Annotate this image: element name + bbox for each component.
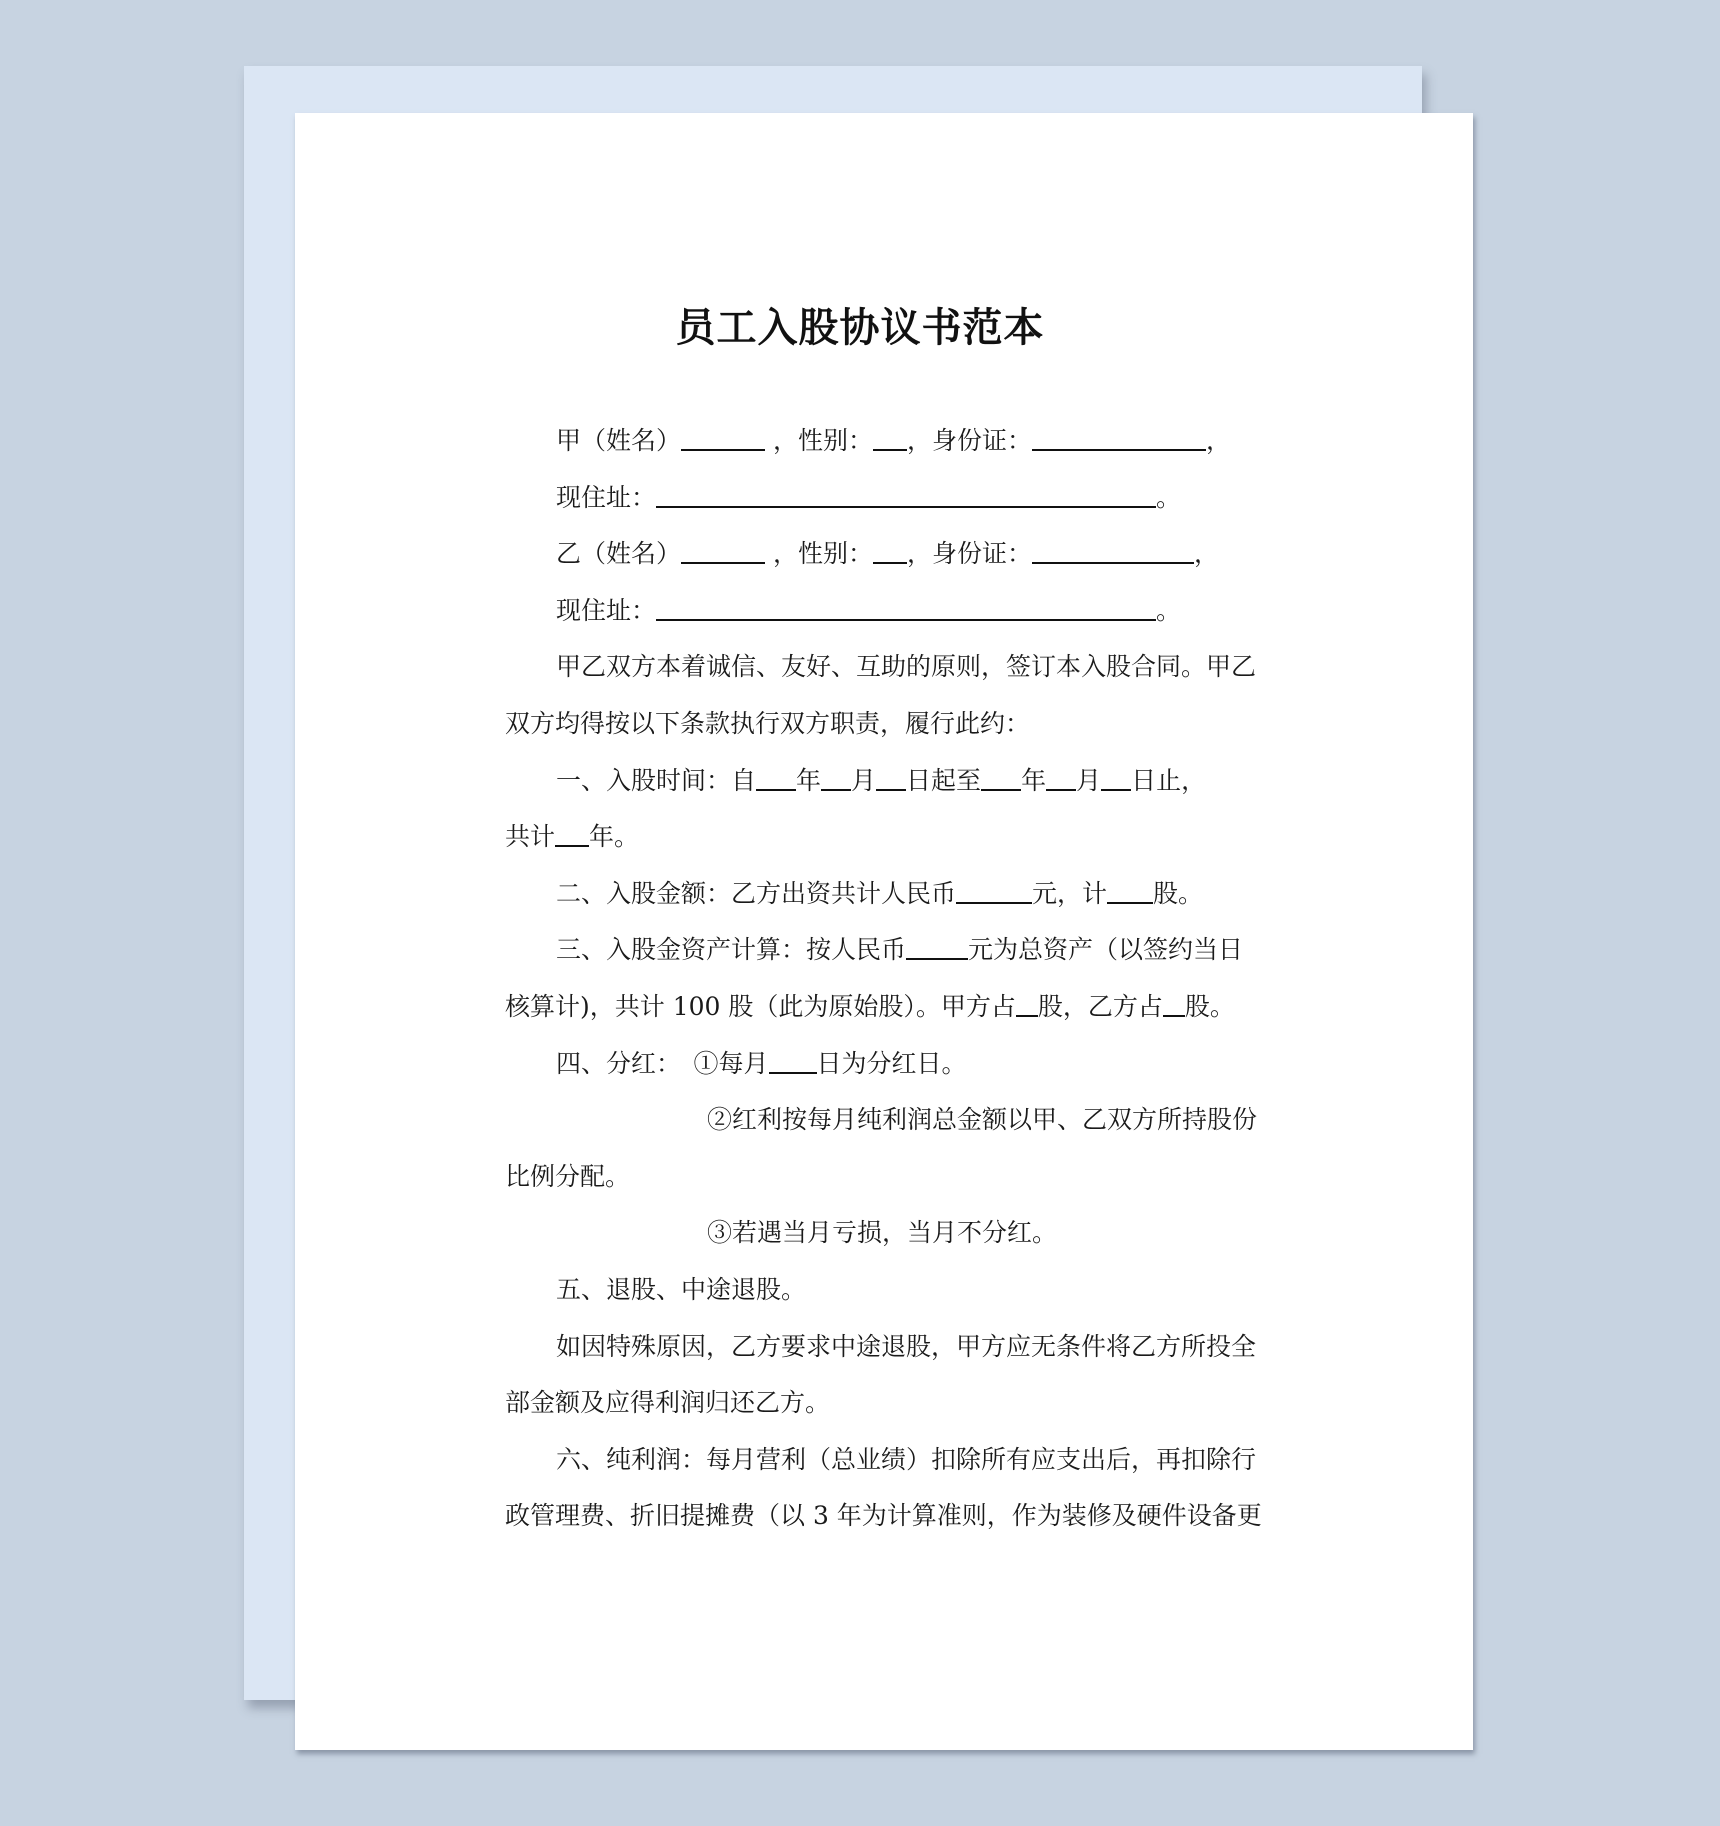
- blank-field[interactable]: [876, 767, 906, 791]
- blank-field[interactable]: [873, 540, 907, 564]
- document-body: [505, 413, 1265, 1545]
- text-segment: 六、纯利润：每月营利（总业绩）扣除所有应支出后，再扣除行: [556, 1444, 1257, 1474]
- document-title: 员工入股协议书范本: [675, 305, 1045, 351]
- text-line-clause-3a: [505, 922, 1265, 979]
- text-segment: 部金额及应得利润归还乙方。: [505, 1388, 831, 1418]
- text-segment: 现住址：: [556, 482, 657, 512]
- text-line-clause-1b: [505, 809, 1265, 866]
- text-segment: 四、分红： ①每月: [556, 1048, 769, 1078]
- text-segment: ，性别：: [765, 539, 873, 569]
- text-line-party-a-1: [505, 413, 1265, 470]
- text-segment: 比例分配。: [505, 1161, 631, 1191]
- text-line-clause-4c: [505, 1149, 1265, 1206]
- blank-field[interactable]: [1163, 993, 1185, 1017]
- blank-field[interactable]: [981, 767, 1021, 791]
- text-segment: 日为分红日。: [816, 1048, 967, 1078]
- text-line-preamble-1: [505, 639, 1265, 696]
- blank-field[interactable]: [873, 427, 907, 451]
- blank-field[interactable]: [681, 427, 765, 451]
- blank-field[interactable]: [906, 936, 968, 960]
- text-line-party-b-1: [505, 526, 1265, 583]
- blank-field[interactable]: [555, 823, 589, 847]
- text-line-clause-4a: [505, 1036, 1265, 1093]
- blank-field[interactable]: [656, 597, 1156, 621]
- blank-field[interactable]: [821, 767, 851, 791]
- text-segment: ，: [1193, 539, 1219, 569]
- text-segment: 年。: [589, 822, 640, 852]
- text-segment: 股。: [1184, 991, 1235, 1021]
- text-segment: 股。: [1153, 878, 1204, 908]
- text-segment: 年: [1021, 765, 1047, 795]
- text-segment: 乙（姓名）: [556, 539, 682, 569]
- blank-field[interactable]: [1046, 767, 1076, 791]
- blank-field[interactable]: [1101, 767, 1131, 791]
- text-segment: 元为总资产（以签约当日: [968, 935, 1244, 965]
- text-segment: ，身份证：: [906, 539, 1032, 569]
- text-segment: 甲乙双方本着诚信、友好、互助的原则，签订本入股合同。甲乙: [556, 652, 1257, 682]
- text-segment: 月: [1076, 765, 1102, 795]
- text-line-clause-1a: [505, 753, 1265, 810]
- blank-field[interactable]: [769, 1050, 817, 1074]
- blank-field[interactable]: [756, 767, 796, 791]
- text-line-clause-5b: [505, 1375, 1265, 1432]
- text-line-clause-4d: [505, 1205, 1265, 1262]
- text-segment: 年: [796, 765, 822, 795]
- text-segment: 月: [851, 765, 877, 795]
- text-segment: ，: [1205, 426, 1231, 455]
- blank-field[interactable]: [1016, 993, 1038, 1017]
- text-line-party-a-2: [505, 470, 1265, 527]
- text-segment: 一、入股时间：自: [556, 765, 757, 795]
- text-line-party-b-2: [505, 583, 1265, 640]
- text-segment: ②红利按每月纯利润总金额以甲、乙双方所持股份: [707, 1105, 1258, 1135]
- text-segment: 五、退股、中途退股。: [556, 1274, 807, 1304]
- text-line-clause-6a: [505, 1432, 1265, 1489]
- blank-field[interactable]: [1032, 427, 1206, 451]
- text-segment: 元，计: [1032, 878, 1108, 908]
- blank-field[interactable]: [956, 880, 1032, 904]
- text-segment: 三、入股金资产计算：按人民币: [556, 935, 907, 965]
- text-line-clause-5a: [505, 1319, 1265, 1376]
- text-segment: 核算计)，共计 100 股（此为原始股）。甲方占: [505, 991, 1016, 1021]
- text-segment: ③若遇当月亏损，当月不分红。: [707, 1218, 1058, 1248]
- text-segment: ，性别：: [765, 426, 873, 455]
- blank-field[interactable]: [1032, 540, 1194, 564]
- text-line-clause-2: [505, 866, 1265, 923]
- text-line-clause-4b: [505, 1092, 1265, 1149]
- blank-field[interactable]: [1107, 880, 1153, 904]
- text-segment: 日起至: [906, 765, 982, 795]
- text-segment: 。: [1156, 595, 1182, 625]
- text-segment: 政管理费、折旧提摊费（以 3 年为计算准则，作为装修及硬件设备更: [505, 1501, 1262, 1531]
- text-segment: 。: [1156, 482, 1182, 512]
- text-segment: 二、入股金额：乙方出资共计人民币: [556, 878, 957, 908]
- text-line-preamble-2: [505, 696, 1265, 753]
- text-segment: 日止，: [1131, 765, 1207, 795]
- text-segment: ，身份证：: [906, 426, 1032, 455]
- text-segment: 如因特殊原因，乙方要求中途退股，甲方应无条件将乙方所投全: [556, 1331, 1257, 1361]
- text-segment: 共计: [505, 822, 556, 852]
- text-segment: 现住址：: [556, 595, 657, 625]
- text-segment: 股，乙方占: [1037, 991, 1163, 1021]
- text-line-clause-5: [505, 1262, 1265, 1319]
- blank-field[interactable]: [656, 484, 1156, 508]
- blank-field[interactable]: [681, 540, 765, 564]
- text-line-clause-6b: [505, 1488, 1265, 1545]
- text-line-clause-3b: [505, 979, 1265, 1036]
- text-segment: 双方均得按以下条款执行双方职责，履行此约：: [505, 708, 1031, 738]
- text-segment: 甲（姓名）: [556, 426, 682, 455]
